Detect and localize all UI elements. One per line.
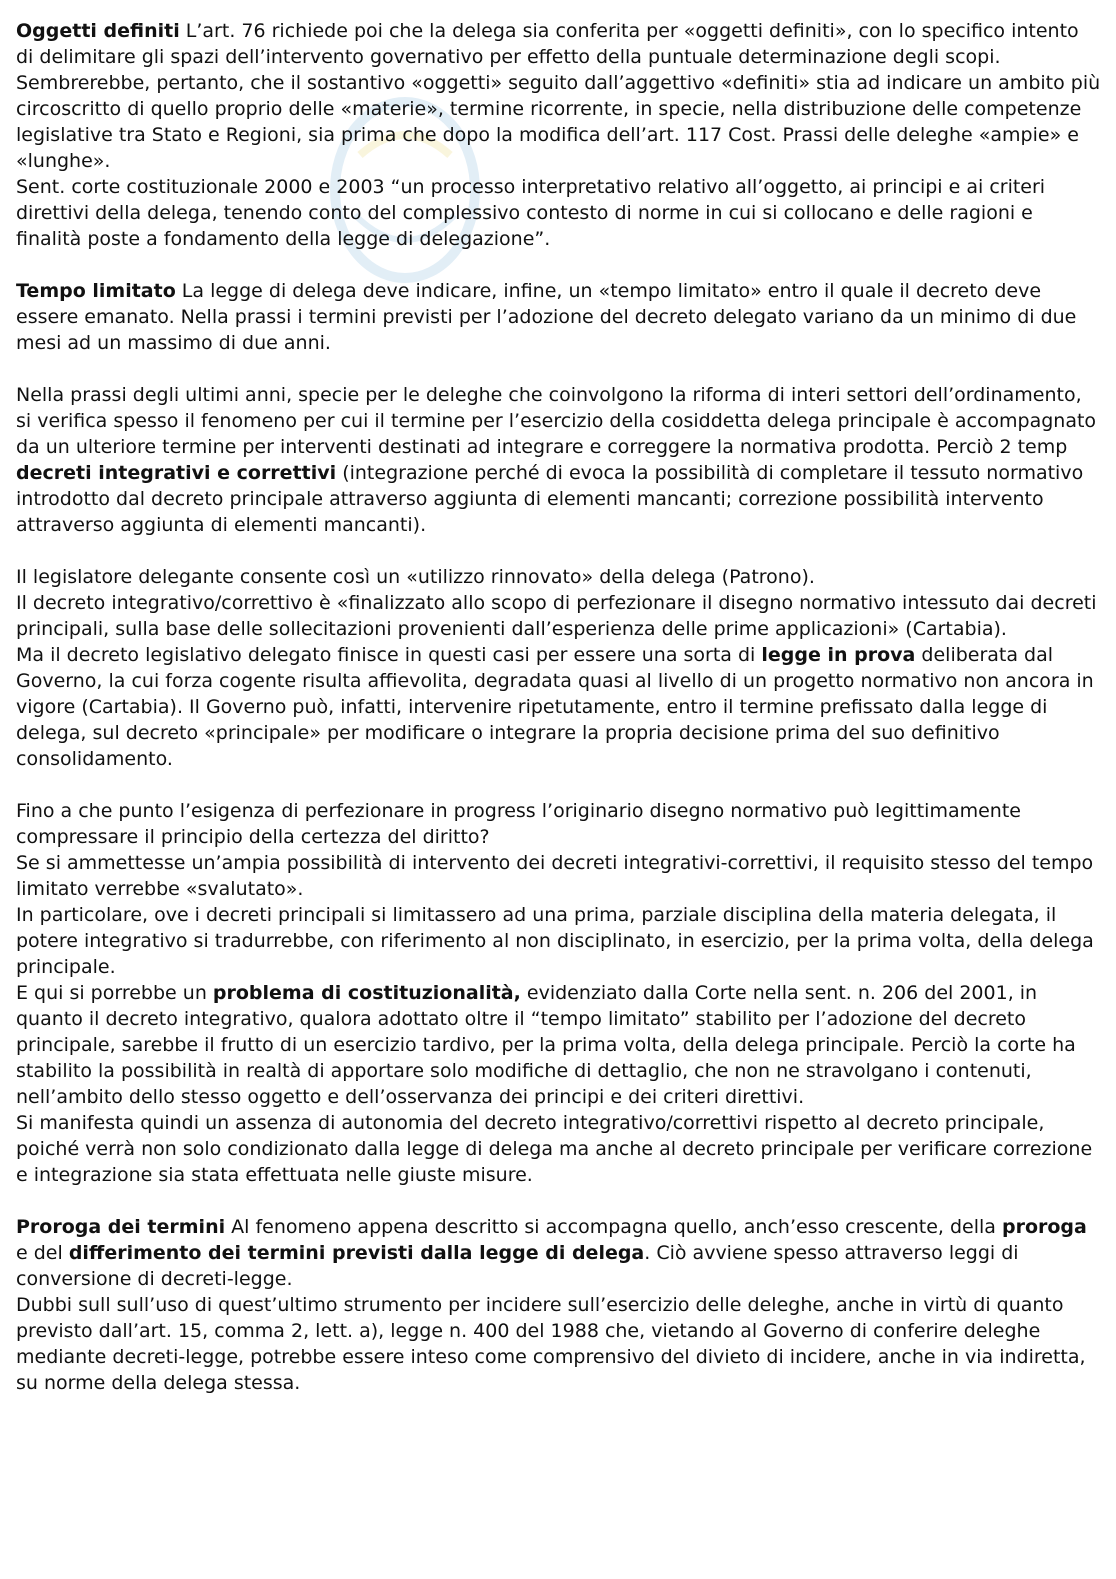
paragraph-p6 xyxy=(16,590,1101,642)
text-run: Il legislatore delegante consente così un «utilizzo rinnovato» della delega (Patrono). xyxy=(16,566,815,588)
bold-text: decreti integrativi e correttivi xyxy=(16,462,337,484)
text-run: Fino a che punto l’esigenza di perfezionare in progress l’originario disegno normativo può legittimamente compressare il principio della certezza del diritto? xyxy=(16,800,1021,848)
text-run: e del xyxy=(16,1242,69,1264)
paragraph-p10 xyxy=(16,902,1101,980)
bold-text: differimento dei termini previsti dalla legge di delega xyxy=(68,1242,645,1264)
document-page xyxy=(16,18,1101,1396)
text-run: evidenziato dalla Corte nella sent. n. 206 del 2001, in quanto il decreto integrativo, qualora adottato oltre il “tempo limitato” stabilito per l’adozione del decreto principale, sarebbe il frutto di un esercizio tardivo, per la prima volta, della delega principale. Perciò la corte ha stabilito la possibilità in realtà di apportare solo modifiche di dettaglio, che non ne stravolgano i contenuti, nell’ambito dello stesso oggetto e dell’osservanza dei principi e dei criteri direttivi. xyxy=(16,982,1076,1108)
text-run: Sent. corte costituzionale 2000 e 2003 “un processo interpretativo relativo all’oggetto, ai principi e ai criteri direttivi della delega, tenendo conto del complessivo contesto di norme in cui si collocano e delle ragioni e finalità poste a fondamento della legge di delegazione”. xyxy=(16,176,1046,250)
text-run: Si manifesta quindi un assenza di autonomia del decreto integrativo/correttivi rispetto al decreto principale, poiché verrà non solo condizionato dalla legge di delega ma anche al decreto principale per verificare correzione e integrazione sia stata effettuata nelle giuste misure. xyxy=(16,1112,1093,1186)
text-run: deliberata dal Governo, la cui forza cogente risulta affievolita, degradata quasi al livello di un progetto normativo non ancora in vigore (Cartabia). Il Governo può, infatti, intervenire ripetutamente, entro il termine prefissato dalla legge di delega, sul decreto «principale» per modificare o integrare la propria decisione prima del suo definitivo consolidamento. xyxy=(16,644,1094,770)
paragraph-p5 xyxy=(16,564,1101,590)
text-run: E qui si porrebbe un xyxy=(16,982,213,1004)
text-run: Nella prassi degli ultimi anni, specie per le deleghe che coinvolgono la riforma di interi settori dell’ordinamento, si verifica spesso il fenomeno per cui il termine per l’esercizio della cosiddetta delega principale è accompagnato da un ulteriore termine per interventi destinati ad integrare e correggere la normativa prodotta. Perciò 2 temp xyxy=(16,384,1097,458)
text-run: La legge di delega deve indicare, infine, un «tempo limitato» entro il quale il decreto deve essere emanato. Nella prassi i termini previsti per l’adozione del decreto delegato variano da un minimo di due mesi ad un massimo di due anni. xyxy=(16,280,1077,354)
text-run: . Ciò avviene spesso attraverso leggi di conversione di decreti-legge. xyxy=(16,1242,1019,1290)
paragraph-p11 xyxy=(16,980,1101,1110)
text-run: L’art. 76 richiede poi che la delega sia conferita per «oggetti definiti», con lo specifico intento di delimitare gli spazi dell’intervento governativo per effetto della puntuale determinazione degli scopi. Sembrerebbe, pertanto, che il sostantivo «oggetti» seguito dall’aggettivo «definiti» stia ad indicare un ambito più circoscritto di quello proprio delle «materie», termine ricorrente, in specie, nella distribuzione delle competenze legislative tra Stato e Regioni, sia prima che dopo la modifica dell’art. 117 Cost. Prassi delle deleghe «ampie» e «lunghe». xyxy=(16,20,1101,172)
text-run: Dubbi sull sull’uso di quest’ultimo strumento per incidere sull’esercizio delle deleghe, anche in virtù di quanto previsto dall’art. 15, comma 2, lett. a), legge n. 400 del 1988 che, vietando al Governo di conferire deleghe mediante decreti-legge, potrebbe essere inteso come comprensivo del divieto di incidere, anche in via indiretta, su norme della delega stessa. xyxy=(16,1294,1086,1394)
paragraph-p12 xyxy=(16,1110,1101,1188)
bold-text: Proroga dei termini xyxy=(16,1216,226,1238)
bold-text: problema di costituzionalità, xyxy=(212,982,521,1004)
text-run: Se si ammettesse un’ampia possibilità di intervento dei decreti integrativi-correttivi, il requisito stesso del tempo limitato verrebbe «svalutato». xyxy=(16,852,1094,900)
bold-text: Oggetti definiti xyxy=(16,20,180,42)
paragraph-p7 xyxy=(16,642,1101,772)
text-run: In particolare, ove i decreti principali si limitassero ad una prima, parziale disciplina della materia delegata, il potere integrativo si tradurrebbe, con riferimento al non disciplinato, in esercizio, per la prima volta, della delega principale. xyxy=(16,904,1094,978)
text-run: Al fenomeno appena descritto si accompagna quello, anch’esso crescente, della xyxy=(225,1216,1002,1238)
paragraph-p14 xyxy=(16,1292,1101,1396)
bold-text: Tempo limitato xyxy=(16,280,176,302)
paragraph-p8 xyxy=(16,798,1101,850)
text-run: Il decreto integrativo/correttivo è «finalizzato allo scopo di perfezionare il disegno normativo intessuto dai decreti principali, sulla base delle sollecitazioni provenienti dall’esperienza delle prime applicazioni» (Cartabia). xyxy=(16,592,1097,640)
bold-text: legge in prova xyxy=(761,644,916,666)
paragraph-p2 xyxy=(16,174,1101,252)
text-run: (integrazione perché di evoca la possibilità di completare il tessuto normativo introdotto dal decreto principale attraverso aggiunta di elementi mancanti; correzione possibilità intervento attraverso aggiunta di elementi mancanti). xyxy=(16,462,1084,536)
bold-text: proroga xyxy=(1001,1216,1087,1238)
paragraph-p9 xyxy=(16,850,1101,902)
paragraph-p13 xyxy=(16,1214,1101,1292)
paragraph-p4 xyxy=(16,382,1101,538)
paragraph-p3 xyxy=(16,278,1101,356)
paragraph-p1 xyxy=(16,18,1101,174)
text-run: Ma il decreto legislativo delegato finisce in questi casi per essere una sorta di xyxy=(16,644,762,666)
